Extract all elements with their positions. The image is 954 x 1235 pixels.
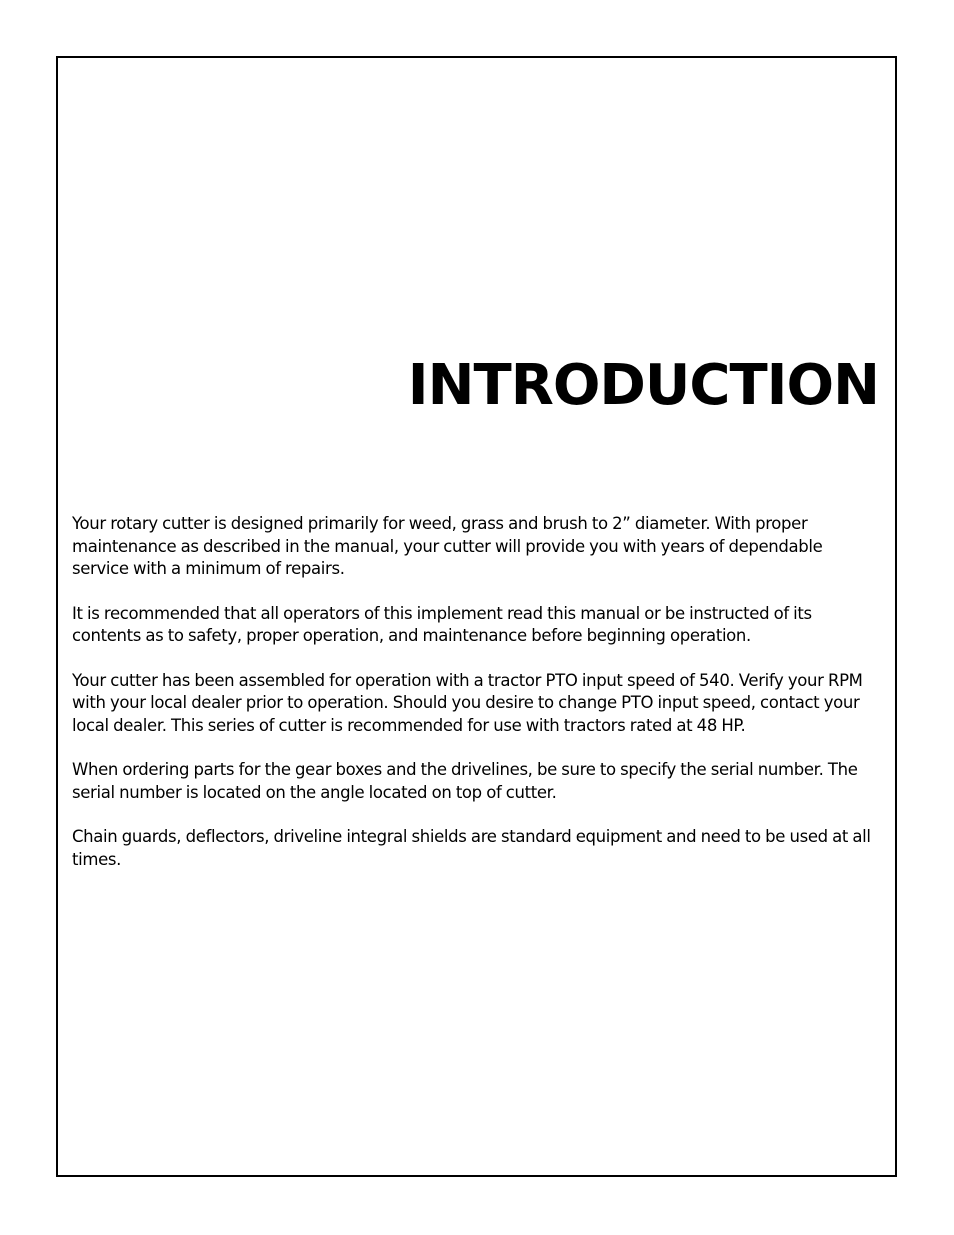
page-title: INTRODUCTION bbox=[407, 353, 879, 418]
intro-paragraph-design: Your rotary cutter is designed primarily for weed, grass and brush to 2” diameter. With proper maintenance as described in the manual, your cutter will provide you with years of dependable service with a minimum of repairs. bbox=[72, 514, 823, 578]
page-frame bbox=[56, 56, 897, 1177]
intro-paragraph-ordering-parts: When ordering parts for the gear boxes and the drivelines, be sure to specify the serial number. The serial number is located on the angle located on top of cutter. bbox=[72, 760, 858, 802]
intro-paragraph-safety-equipment: Chain guards, deflectors, driveline integral shields are standard equipment and need to be used at all times. bbox=[72, 827, 871, 869]
intro-paragraph-operators: It is recommended that all operators of this implement read this manual or be instructed of its contents as to safety, proper operation, and maintenance before beginning operation. bbox=[72, 603, 812, 645]
intro-paragraph-pto-speed: Your cutter has been assembled for operation with a tractor PTO input speed of 540. Verify your RPM with your local dealer prior to operation. Should you desire to change PTO input speed, contact your local dealer. This series of cutter is recommended for use with tractors rated at 48 HP. bbox=[72, 670, 863, 735]
body-text bbox=[72, 513, 882, 893]
